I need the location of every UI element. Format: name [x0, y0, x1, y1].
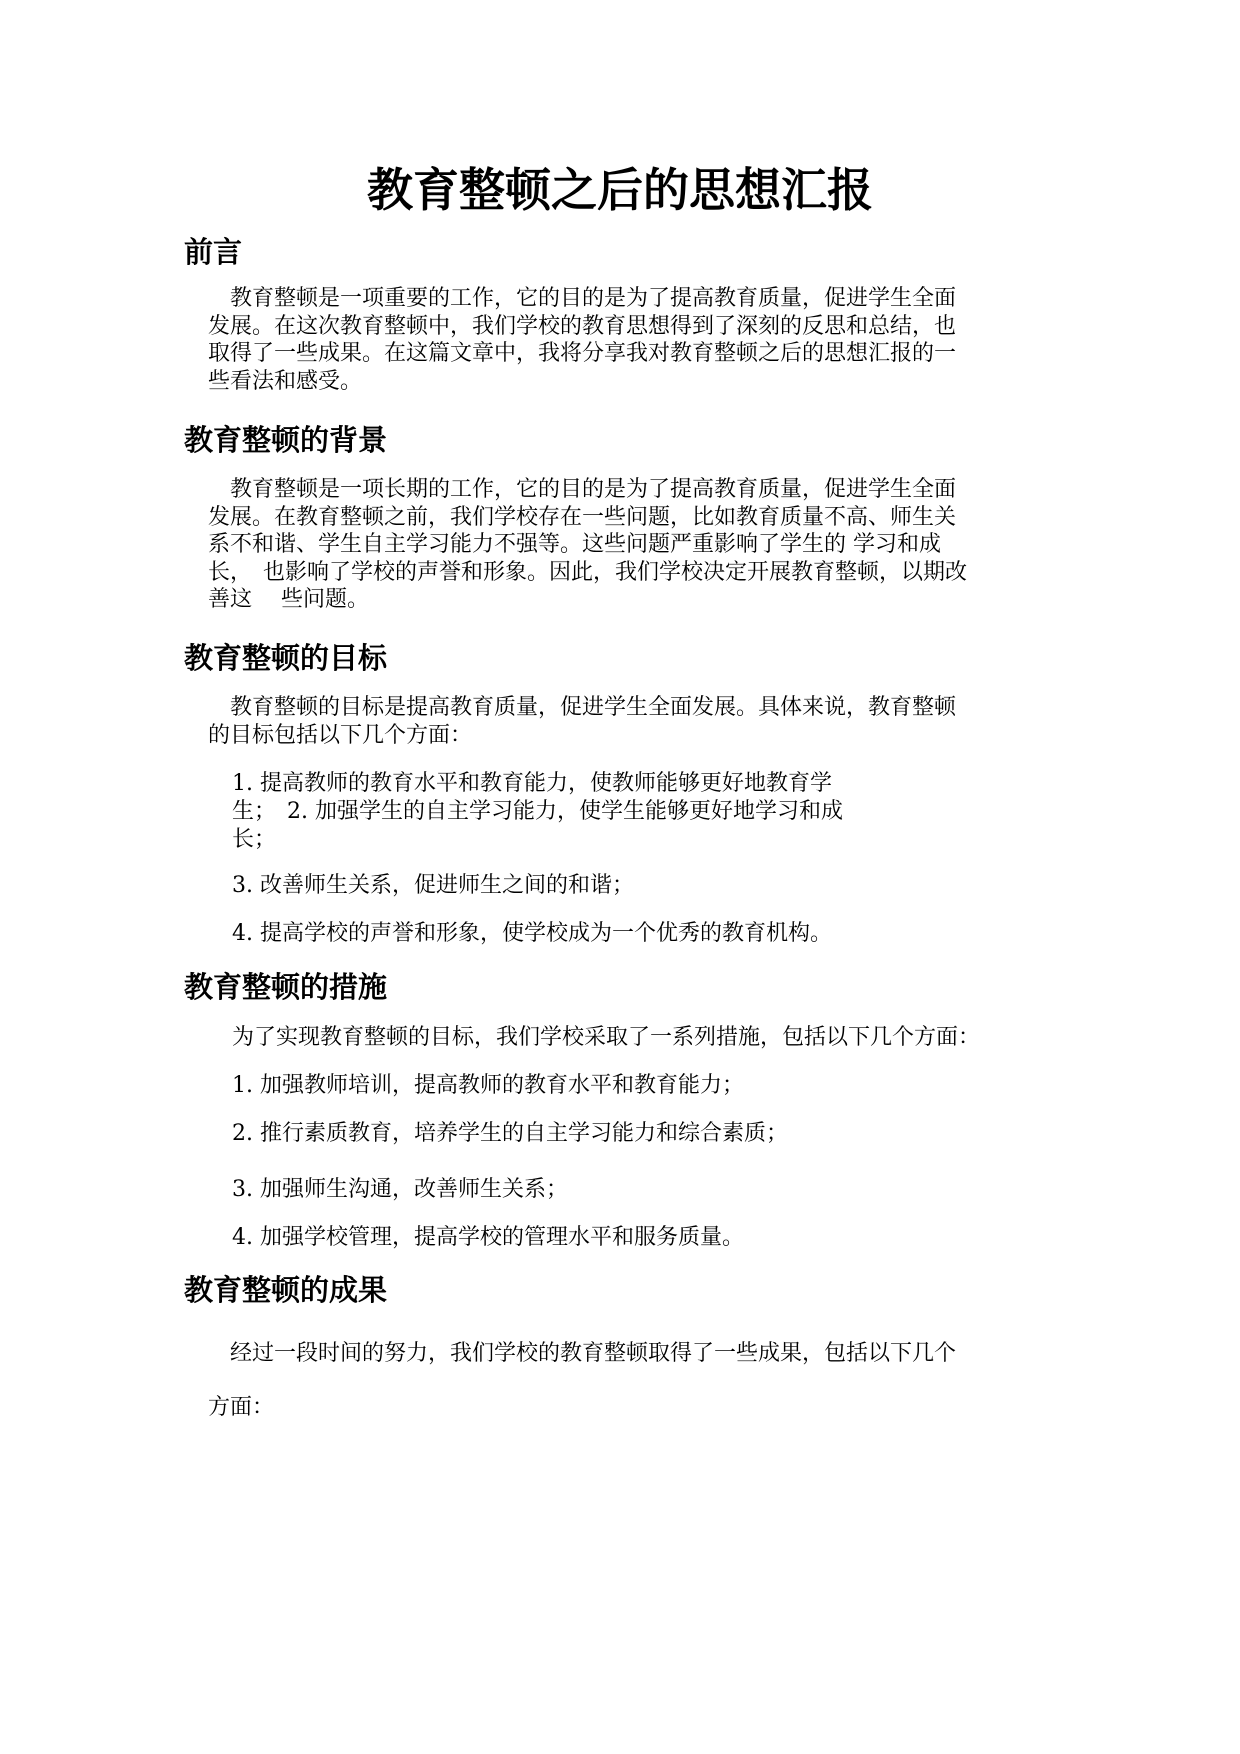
paragraph-line: 的目标包括以下几个方面： — [208, 722, 473, 748]
preface-paragraph — [208, 285, 956, 395]
results-paragraph — [208, 1327, 956, 1435]
goals-list-item-4 — [232, 920, 832, 948]
list-item-line: 生； 2. 加强学生的自主学习能力，使学生能够更好地学习和成 — [232, 799, 843, 824]
paragraph-line: 长， 也影响了学校的声誉和形象。因此，我们学校决定开展教育整顿，以期改 — [208, 559, 968, 585]
list-item-line: 3. 加强师生沟通，改善师生关系； — [232, 1177, 568, 1202]
measures-list-item-3 — [232, 1176, 568, 1204]
list-item-line: 3. 改善师生关系，促进师生之间的和谐； — [232, 873, 634, 898]
paragraph-line: 发展。在这次教育整顿中，我们学校的教育思想得到了深刻的反思和总结，也 — [208, 313, 957, 339]
paragraph-line: 教育整顿是一项重要的工作，它的目的是为了提高教育质量，促进学生全面 — [208, 286, 957, 311]
paragraph-line: 发展。在教育整顿之前，我们学校存在一些问题，比如教育质量不高、师生关 — [208, 504, 957, 530]
background-paragraph — [208, 476, 967, 614]
goals-list-item-1 — [232, 770, 843, 854]
paragraph-line: 教育整顿的目标是提高教育质量，促进学生全面发展。具体来说，教育整顿 — [208, 695, 957, 720]
measures-list-item-1 — [232, 1072, 744, 1100]
paragraph-line: 经过一段时间的努力，我们学校的教育整顿取得了一些成果，包括以下几个 — [208, 1341, 957, 1366]
paragraph-line: 教育整顿是一项长期的工作，它的目的是为了提高教育质量，促进学生全面 — [208, 477, 957, 502]
measures-list-item-2 — [232, 1120, 788, 1148]
list-item-line: 长； — [232, 827, 277, 852]
list-item-line: 2. 推行素质教育，培养学生的自主学习能力和综合素质； — [232, 1121, 788, 1146]
list-item-line: 4. 加强学校管理，提高学校的管理水平和服务质量。 — [232, 1225, 744, 1250]
paragraph-line: 取得了一些成果。在这篇文章中，我将分享我对教育整顿之后的思想汇报的一 — [208, 341, 957, 366]
page-title: 教育整顿之后的思想汇报 — [367, 163, 873, 217]
measures-paragraph — [232, 1024, 980, 1052]
section-heading-results: 教育整顿的成果 — [184, 1273, 388, 1307]
section-heading-measures: 教育整顿的措施 — [184, 970, 388, 1004]
list-item-line: 1. 加强教师培训，提高教师的教育水平和教育能力； — [232, 1073, 744, 1098]
section-heading-goals: 教育整顿的目标 — [184, 641, 388, 675]
paragraph-line: 系不和谐、学生自主学习能力不强等。这些问题严重影响了学生的 学习和成 — [208, 532, 941, 557]
list-item-line: 1. 提高教师的教育水平和教育能力，使教师能够更好地教育学 — [232, 771, 832, 796]
goals-list-item-3 — [232, 872, 634, 900]
paragraph-line: 方面： — [208, 1395, 275, 1420]
paragraph-line: 些看法和感受。 — [208, 368, 363, 394]
measures-list-item-4 — [232, 1224, 744, 1252]
goals-paragraph — [208, 694, 956, 749]
paragraph-line: 善这 些问题。 — [208, 587, 369, 612]
section-heading-background: 教育整顿的背景 — [184, 423, 388, 457]
section-heading-preface: 前言 — [184, 235, 243, 269]
paragraph-line: 为了实现教育整顿的目标，我们学校采取了一系列措施，包括以下几个方面： — [232, 1025, 981, 1050]
list-item-line: 4. 提高学校的声誉和形象，使学校成为一个优秀的教育机构。 — [232, 921, 832, 946]
